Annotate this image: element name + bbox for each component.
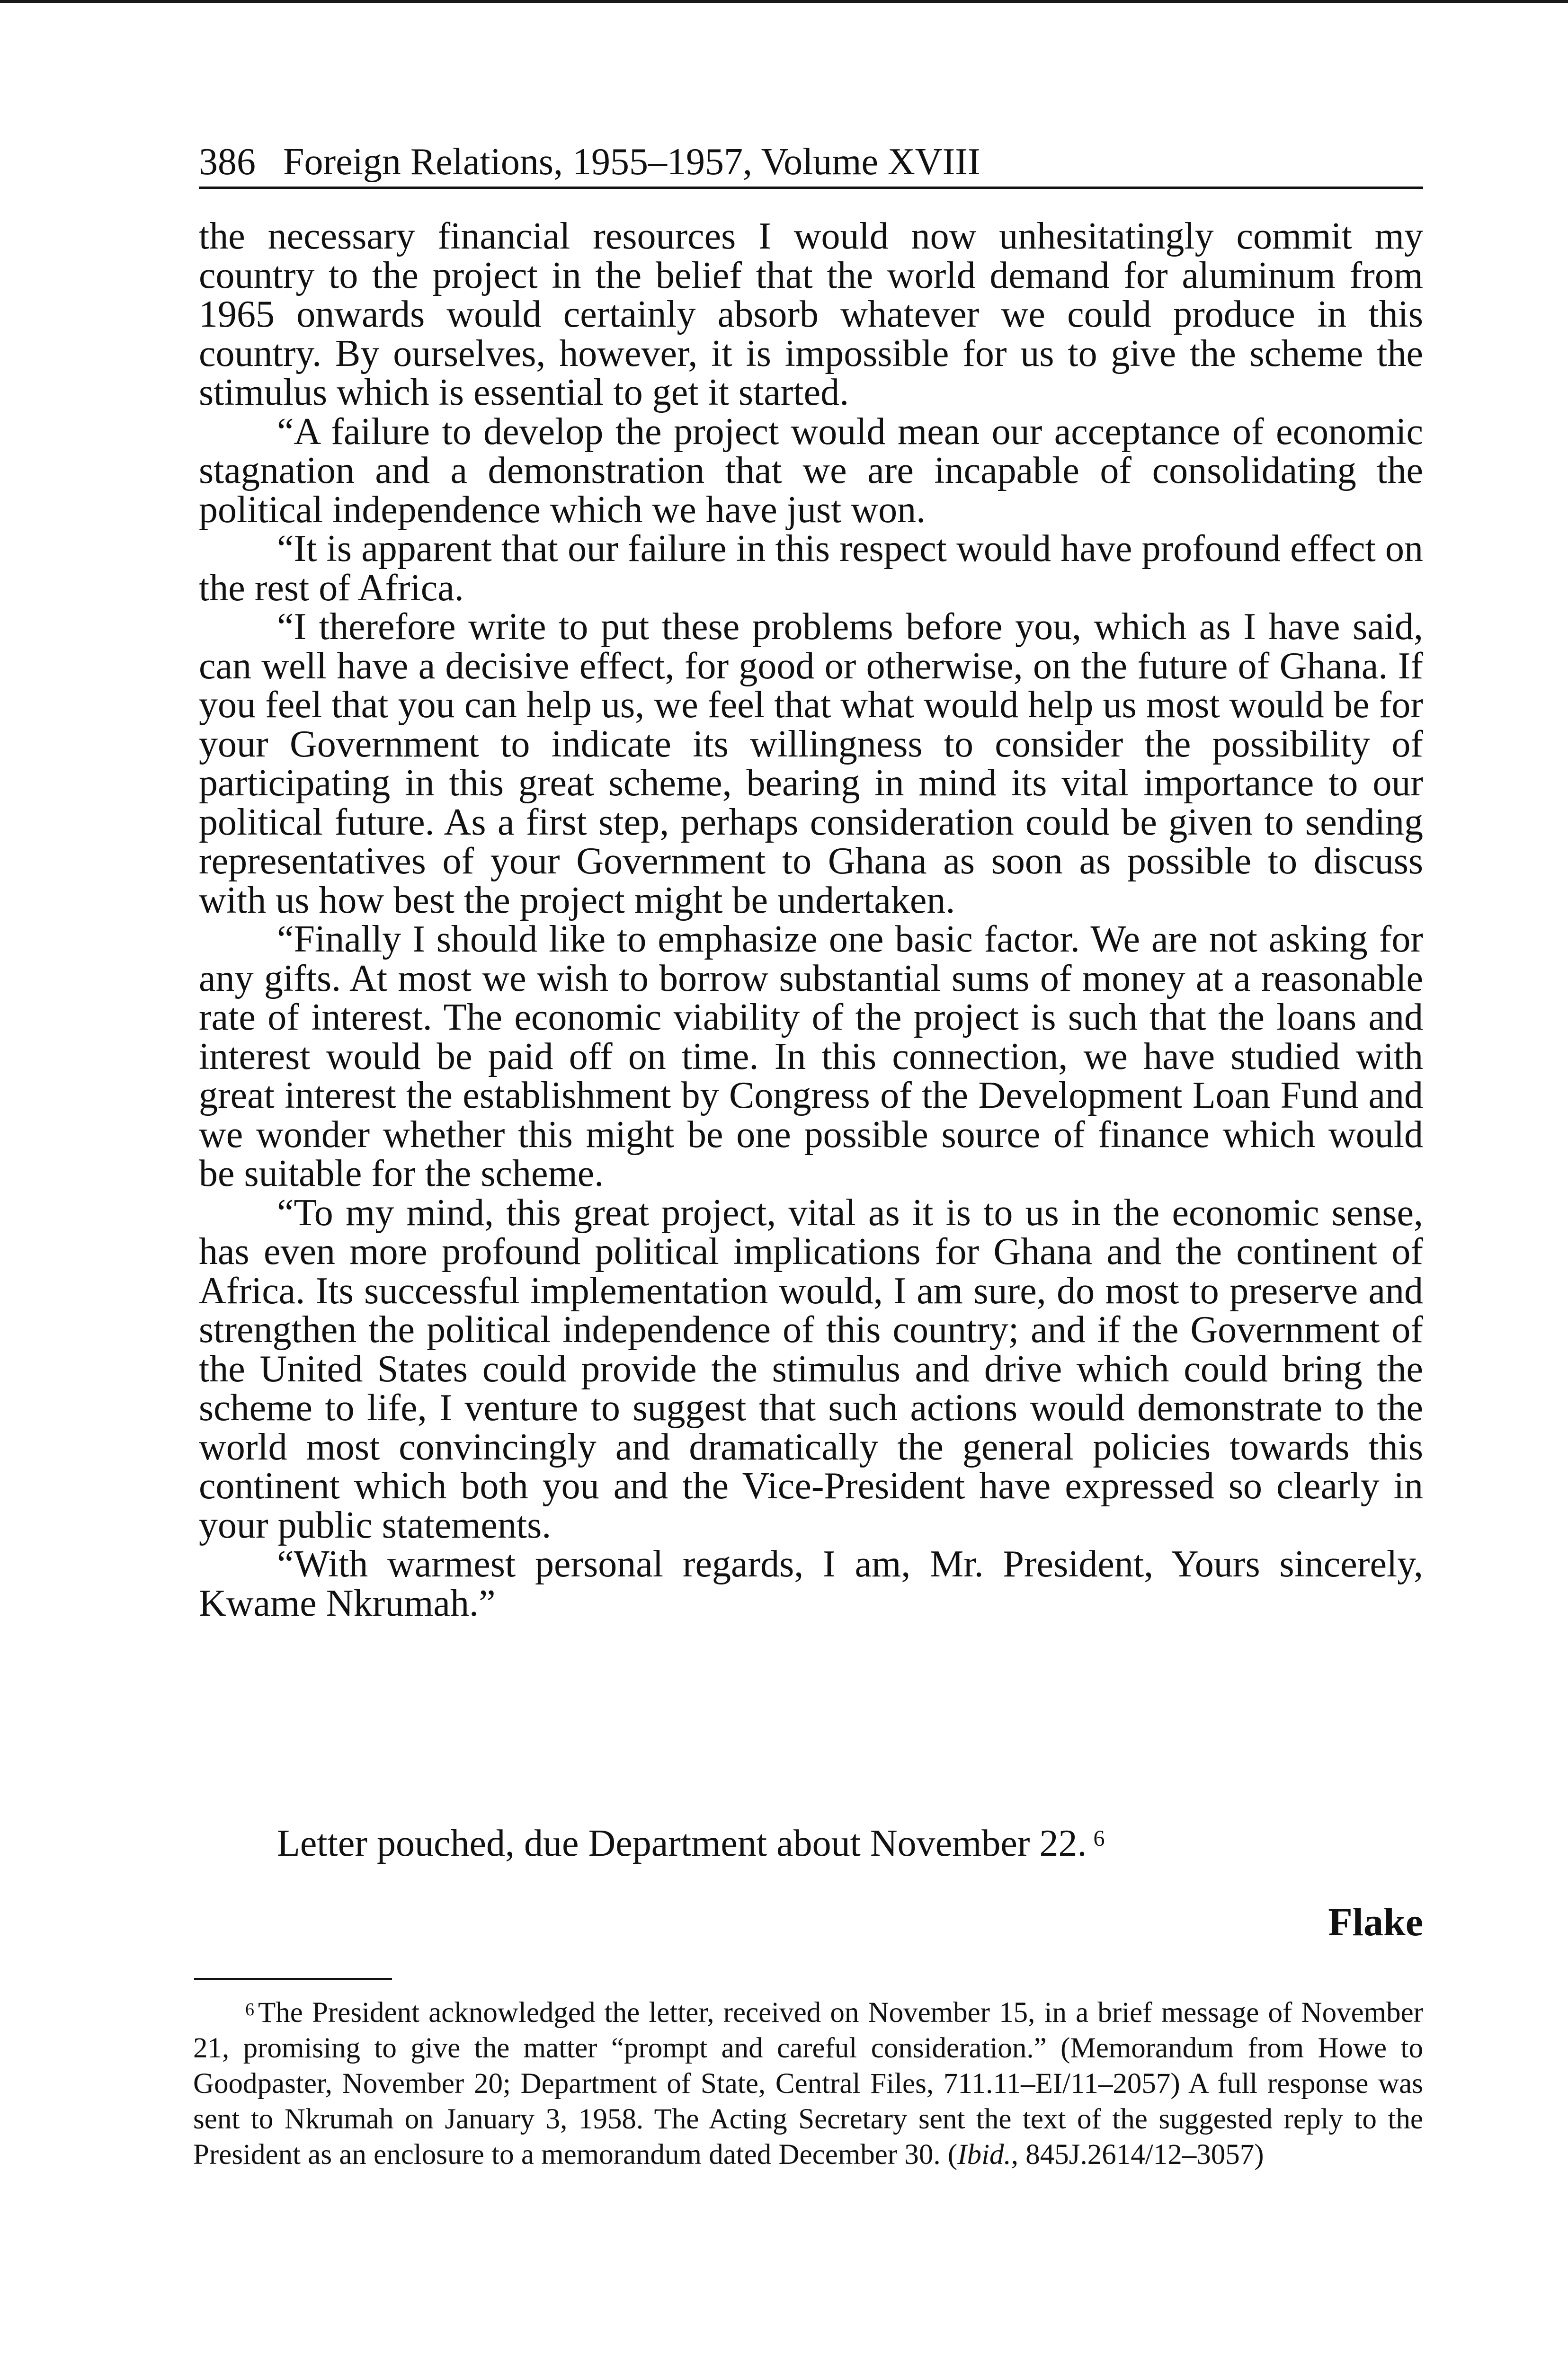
letter-body bbox=[199, 217, 1423, 1623]
paragraph: “A failure to develop the project would mean our acceptance of economic stagnation and a demonstration that we are incapable of consolidating the political independence which we have just won. bbox=[199, 410, 1423, 531]
page-number: 386 bbox=[199, 141, 256, 183]
signature: Flake bbox=[1328, 1900, 1423, 1944]
footnote-reference: 6 bbox=[1093, 1826, 1105, 1851]
footnote-ibid: Ibid. bbox=[957, 2139, 1011, 2171]
footnote-marker: 6 bbox=[245, 2000, 254, 2020]
transmittal-note bbox=[277, 1821, 1105, 1866]
paragraph: the necessary financial resources I would now unhesitatingly commit my country to the project in the belief that the world demand for aluminum from 1965 onwards would certainly absorb whatever we could produce in this country. By ourselves, however, it is impossible for us to give the scheme the stimulus which is essential to get it started. bbox=[199, 215, 1423, 413]
running-header bbox=[199, 139, 1423, 189]
paragraph: “It is apparent that our failure in this respect would have profound effect on the rest of Africa. bbox=[199, 528, 1423, 609]
footnote-text-tail: , 845J.2614/12–3057) bbox=[1011, 2139, 1264, 2171]
running-title: Foreign Relations, 1955–1957, Volume XVIII bbox=[283, 141, 980, 183]
paragraph: “Finally I should like to emphasize one basic factor. We are not asking for any gifts. At most we wish to borrow substantial sums of money at a reasonable rate of interest. The economic viability of the project is such that the loans and interest would be paid off on time. In this connection, we have studied with great interest the establishment by Congress of the Development Loan Fund and we wonder whether this might be one possible source of finance which would be suitable for the scheme. bbox=[199, 918, 1423, 1194]
footnote-text: The President acknowledged the letter, received on November 15, in a brief message of November 21, promising to give the matter “prompt and careful consideration.” (Memorandum from Howe to Goodpaster, November 20; Department of State, Central Files, 711.11–EI/11–2057) A full response was sent to Nkrumah on January 3, 1958. The Acting Secretary sent the text of the suggested reply to the President as an enclosure to a memorandum dated December 30. ( bbox=[193, 1997, 1423, 2171]
footnote-divider bbox=[194, 1978, 392, 1980]
transmittal-text: Letter pouched, due Department about November 22. bbox=[277, 1823, 1087, 1864]
paragraph: “With warmest personal regards, I am, Mr. President, Yours sincerely, Kwame Nkrumah.” bbox=[199, 1543, 1423, 1624]
paragraph: “I therefore write to put these problems before you, which as I have said, can well have a decisive effect, for good or otherwise, on the future of Ghana. If you feel that you can help us, we feel that what would help us most would be for your Government to indicate its willingness to consider the possibility of participating in this great scheme, bearing in mind its vital importance to our political future. As a first step, perhaps consideration could be given to sending representatives of your Government to Ghana as soon as possible to discuss with us how best the project might be undertaken. bbox=[199, 606, 1423, 921]
footnote bbox=[193, 1995, 1423, 2172]
paragraph: “To my mind, this great project, vital as it is to us in the economic sense, has even more profound political implications for Ghana and the continent of Africa. Its successful implementation would, I am sure, do most to preserve and strengthen the political independence of this country; and if the Government of the United States could provide the stimulus and drive which could bring the scheme to life, I venture to suggest that such actions would demonstrate to the world most convincingly and dramatically the general policies towards this continent which both you and the Vice-President have expressed so clearly in your public statements. bbox=[199, 1192, 1423, 1546]
